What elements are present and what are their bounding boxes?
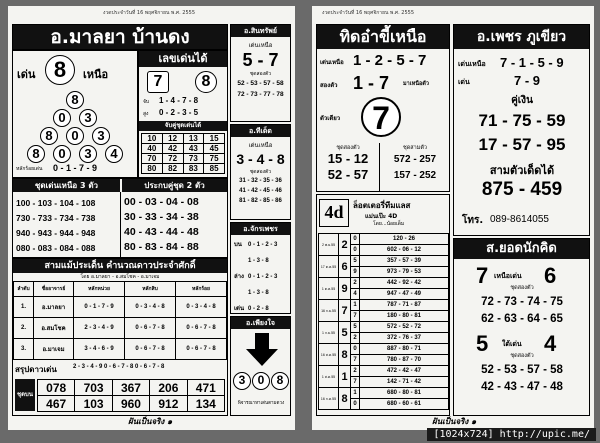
draw-digit: 2 bbox=[339, 234, 351, 256]
t4-b-big2: 4 bbox=[544, 331, 557, 356]
draw-date: 16 ส.ค.55 bbox=[319, 344, 339, 366]
table-cell: 0 - 3 - 4 - 8 bbox=[176, 297, 227, 318]
t1-col1-label: ชุดสองตัว bbox=[336, 145, 360, 151]
t1-col2-row: 572 - 257 bbox=[393, 154, 437, 165]
pyramid-ball: 3 bbox=[92, 127, 110, 145]
side2-title: อ.ทีเด็ด bbox=[231, 125, 290, 137]
t4-a-big1: 7 bbox=[476, 263, 489, 288]
watermark: [1024x724] http://upic.me/ bbox=[427, 428, 596, 441]
table-cell: อ.สมโชค bbox=[34, 318, 74, 339]
top3-row: 080 - 083 - 084 - 088 bbox=[16, 243, 96, 253]
lead-suffix: เหนือ bbox=[83, 68, 109, 81]
left-footer: ฝันเป็นจริง ๑ bbox=[128, 417, 173, 426]
t2-three: 875 - 459 bbox=[481, 179, 563, 200]
badge-4d: 4d bbox=[319, 199, 349, 227]
pair-cell: 83 bbox=[183, 164, 204, 174]
side2-label: เด่นเหนือ bbox=[248, 142, 273, 149]
draw-bottom-set: 973 - 79 - 53 bbox=[360, 267, 449, 278]
draw-date: 16 ก.ย.55 bbox=[319, 300, 339, 322]
top3-row: 730 - 733 - 734 - 738 bbox=[16, 213, 96, 223]
pyramid-ball: 0 bbox=[53, 109, 71, 127]
table-header: หลักร้อย bbox=[176, 282, 227, 297]
side3-value: 0 - 1 - 2 - 3 bbox=[248, 242, 278, 248]
t1-row1-label: เด่นเหนือ bbox=[320, 59, 344, 66]
lottery-by: โดย...น้อยเด็ม bbox=[373, 221, 405, 227]
hot-right-digit: 8 bbox=[195, 71, 217, 93]
tid-title: ทิดอ๋าขี้เหนือ bbox=[317, 25, 449, 49]
draw-digit: 8 bbox=[339, 344, 351, 366]
t4-a-big2: 6 bbox=[544, 263, 557, 288]
draw-bottom-digit: 0 bbox=[351, 245, 360, 256]
hot-row1: 1 - 4 - 7 - 8 bbox=[159, 96, 199, 105]
draw-bottom-set: 142 - 71 - 42 bbox=[360, 377, 449, 388]
side4-digit: 3 bbox=[233, 372, 251, 390]
yod-title: ส.ยอดนักคิด bbox=[454, 239, 589, 259]
pair-cell: 80 bbox=[142, 164, 163, 174]
top3-row: 100 - 103 - 104 - 108 bbox=[16, 198, 96, 208]
pair2-title: ประกบคู่ชุด 2 ตัว bbox=[122, 179, 227, 192]
draw-top-digit: 2 bbox=[351, 278, 360, 289]
draw-bottom-digit: 7 bbox=[351, 311, 360, 322]
pyramid-ball: 8 bbox=[40, 127, 58, 145]
side1-title: อ.สินทรัพย์ bbox=[231, 25, 290, 37]
draw-top-digit: 0 bbox=[351, 344, 360, 355]
pyramid-ball: 8 bbox=[66, 91, 84, 109]
draw-digit: 7 bbox=[339, 300, 351, 322]
side2-sub: ชุดสองตัว bbox=[249, 169, 272, 175]
table-cell: อ.มาเจม bbox=[34, 339, 74, 360]
draw-top-set: 357 - 57 - 39 bbox=[360, 256, 449, 267]
side4-title: อ.เพียงใจ bbox=[231, 317, 290, 329]
table-cell: 0 - 1 - 7 - 9 bbox=[74, 297, 125, 318]
side3-label: เด่น bbox=[234, 305, 245, 312]
pair-cell: 75 bbox=[204, 154, 225, 164]
table-cell: 2. bbox=[14, 318, 34, 339]
right-page-header: งวดประจำวันที่ 16 พฤศจิกายน พ.ศ. 2555 bbox=[322, 10, 415, 16]
t1-row1: 1 - 2 - 5 - 7 bbox=[353, 52, 427, 69]
petch-title: อ.เพชร ภูเขียว bbox=[454, 25, 589, 49]
pyramid-section bbox=[12, 50, 138, 178]
draw-bottom-digit: 7 bbox=[351, 377, 360, 388]
side3-value: 1 - 3 - 8 bbox=[248, 290, 269, 296]
pair-cell: 15 bbox=[204, 134, 225, 144]
pair-cell: 10 bbox=[142, 134, 163, 144]
pair-cell: 72 bbox=[162, 154, 183, 164]
final-cell: 367 bbox=[112, 380, 149, 396]
lottery-4d-table bbox=[318, 233, 449, 410]
t1-row2-suffix: มาเหนือตัว bbox=[403, 81, 429, 87]
t1-col2-label: ชุดสามตัว bbox=[402, 145, 428, 151]
table-sub: โดย อ.มาลยา - อ.สมโชค - อ.มาเจม bbox=[80, 274, 160, 280]
hot-numbers-section bbox=[138, 50, 228, 178]
t4-a-row: 72 - 73 - 74 - 75 bbox=[481, 296, 563, 308]
pair-title: จับคู่ชุดเด่นได้ bbox=[139, 121, 227, 131]
draw-top-set: 472 - 42 - 47 bbox=[360, 366, 449, 377]
table-cell: 3 - 4 - 6 - 9 bbox=[74, 339, 125, 360]
pair2-row: 40 - 43 - 44 - 48 bbox=[124, 226, 199, 238]
draw-top-digit: 1 bbox=[351, 300, 360, 311]
t2-pair-row: 17 - 57 - 95 bbox=[478, 135, 566, 154]
draw-date: 1 ต.ค.55 bbox=[319, 278, 339, 300]
pair-cell: 70 bbox=[142, 154, 163, 164]
draw-date: 1 ส.ค.55 bbox=[319, 366, 339, 388]
t4-b-big1: 5 bbox=[476, 331, 489, 356]
t2-pairs bbox=[454, 109, 590, 157]
left-title-banner: อ.มาลยา บ้านดง bbox=[12, 24, 228, 50]
lottery-4d-box bbox=[316, 194, 450, 416]
side3-value: 1 - 3 - 8 bbox=[248, 258, 269, 264]
table-header: หลักสิบ bbox=[125, 282, 176, 297]
side1-big: 5 - 7 bbox=[242, 50, 279, 70]
t1-col1-row: 15 - 12 bbox=[327, 151, 369, 166]
side1-sub: ชุดสองตัว bbox=[249, 71, 272, 77]
pair-cell: 12 bbox=[162, 134, 183, 144]
t4-a-sub: ชุดสองตัว bbox=[510, 285, 534, 291]
summary-label: สรุปดาวเด่น bbox=[15, 365, 57, 374]
t1-row2-label: สองตัว bbox=[320, 82, 338, 89]
pyramid-ball: 4 bbox=[105, 145, 123, 163]
t4-b-sub: ชุดสองตัว bbox=[510, 353, 534, 359]
pair-cell: 73 bbox=[183, 154, 204, 164]
pair-cell: 85 bbox=[204, 164, 225, 174]
lead-digit: 8 bbox=[45, 55, 75, 85]
table-header: ชื่ออาจารย์ bbox=[34, 282, 74, 297]
pair2-row: 30 - 33 - 34 - 38 bbox=[124, 211, 199, 223]
side2-row: 31 - 32 - 35 - 36 bbox=[239, 178, 282, 184]
draw-top-set: 120 - 26 bbox=[360, 234, 449, 245]
pyramid-ball: 0 bbox=[53, 145, 71, 163]
table-cell: 1. bbox=[14, 297, 34, 318]
final-cell: 960 bbox=[112, 396, 149, 412]
t4-a-mid: เหนือเด่น bbox=[494, 272, 522, 280]
side2-row: 41 - 42 - 45 - 46 bbox=[239, 188, 282, 194]
draw-digit: 1 bbox=[339, 366, 351, 388]
side2-row: 81 - 82 - 85 - 86 bbox=[239, 198, 282, 204]
draw-top-set: 680 - 80 - 81 bbox=[360, 388, 449, 399]
left-page-header: งวดประจำวันที่ 16 พฤศจิกายน พ.ศ. 2555 bbox=[103, 10, 196, 16]
draw-date: 1 ก.ย.55 bbox=[319, 322, 339, 344]
formula-table-section bbox=[12, 258, 228, 416]
draw-top-digit: 1 bbox=[351, 388, 360, 399]
t1-col1-row: 52 - 57 bbox=[327, 167, 369, 182]
final-cell: 206 bbox=[150, 380, 187, 396]
side3-title: อ.จักรเพชร bbox=[231, 223, 290, 235]
t4-a-rows bbox=[454, 294, 590, 328]
final-cell: 467 bbox=[38, 396, 75, 412]
pyramid-note: หลักร้อยเด่น bbox=[16, 166, 43, 172]
draw-top-set: 887 - 80 - 71 bbox=[360, 344, 449, 355]
draw-bottom-digit: 2 bbox=[351, 333, 360, 344]
side4-note: พิจารณาหาเด่นตามดวง bbox=[237, 401, 285, 406]
draw-top-set: 787 - 71 - 87 bbox=[360, 300, 449, 311]
t2-phone-label: โทร. bbox=[462, 215, 484, 226]
final-cell: 471 bbox=[187, 380, 224, 396]
t1-col2 bbox=[380, 152, 450, 184]
draw-bottom-digit: 4 bbox=[351, 289, 360, 300]
pair-grid bbox=[141, 133, 225, 174]
draw-bottom-digit: 7 bbox=[351, 355, 360, 366]
t2-row2-label: เด่น bbox=[458, 78, 470, 86]
side3-label: ล่าง bbox=[234, 273, 244, 280]
pyramid-ball: 3 bbox=[79, 109, 97, 127]
draw-bottom-set: 780 - 87 - 70 bbox=[360, 355, 449, 366]
summary-row: 2 - 3 - 4 - 9 0 - 6 - 7 - 8 0 - 6 - 7 - 8 bbox=[73, 364, 165, 370]
side3-list bbox=[231, 235, 290, 314]
draw-top-digit: 5 bbox=[351, 322, 360, 333]
left-page bbox=[8, 6, 295, 430]
draw-top-digit: 5 bbox=[351, 256, 360, 267]
t4-a-row: 62 - 63 - 64 - 65 bbox=[481, 313, 563, 325]
hot-row2-label: สูง bbox=[143, 111, 149, 117]
lead-label: เด่น bbox=[17, 68, 36, 81]
table-cell: 0 - 6 - 7 - 8 bbox=[176, 318, 227, 339]
draw-bottom-set: 602 - 06 - 12 bbox=[360, 245, 449, 256]
final-label: ชุดบน bbox=[15, 379, 35, 411]
pair2-list bbox=[124, 195, 199, 255]
table-cell: 0 - 6 - 7 - 8 bbox=[125, 318, 176, 339]
yod-box bbox=[453, 238, 590, 416]
side4-digit: 8 bbox=[271, 372, 289, 390]
t4-b-row: 42 - 43 - 47 - 48 bbox=[481, 381, 563, 393]
t2-pair-row: 71 - 75 - 59 bbox=[478, 111, 566, 130]
draw-date: 2 พ.ย.55 bbox=[319, 234, 339, 256]
table-cell: 0 - 6 - 7 - 8 bbox=[176, 339, 227, 360]
lottery-sub: แม่นเป๊ะ 4D bbox=[365, 213, 398, 220]
top3-row: 940 - 943 - 944 - 948 bbox=[16, 228, 96, 238]
hot-title: เลขเด่นได้ bbox=[139, 51, 227, 67]
t2-phone: 089-8614055 bbox=[490, 214, 549, 225]
side1-row: 52 - 53 - 57 - 58 bbox=[237, 80, 284, 87]
table-cell: อ.มาลยา bbox=[34, 297, 74, 318]
hot-row1-label: จับ bbox=[143, 99, 150, 105]
side1-label: เด่นเหนือ bbox=[248, 42, 273, 49]
table-title: สามแม้ประเด็น คำนวณดาวประจำศักดิ์ bbox=[13, 259, 227, 273]
pyramid-ball: 0 bbox=[66, 127, 84, 145]
t4-b-mid: ใต้เด่น bbox=[502, 340, 522, 348]
t1-row2: 1 - 7 bbox=[353, 73, 390, 93]
draw-digit: 5 bbox=[339, 322, 351, 344]
draw-digit: 9 bbox=[339, 278, 351, 300]
t2-row2: 7 - 9 bbox=[514, 73, 541, 88]
table-header: ลำดับ bbox=[14, 282, 34, 297]
right-footer: ฝันเป็นจริง ๑ bbox=[432, 417, 477, 426]
t4-b-rows bbox=[454, 362, 590, 396]
pair-cell: 42 bbox=[162, 144, 183, 154]
draw-bottom-digit: 0 bbox=[351, 399, 360, 410]
draw-top-set: 442 - 92 - 42 bbox=[360, 278, 449, 289]
side2-box bbox=[230, 124, 291, 220]
petch-box bbox=[453, 24, 590, 236]
right-page bbox=[312, 6, 594, 430]
table-cell: 2 - 3 - 4 - 9 bbox=[74, 318, 125, 339]
draw-bottom-set: 180 - 80 - 81 bbox=[360, 311, 449, 322]
pyramid-ball: 3 bbox=[79, 145, 97, 163]
side4-digit: 0 bbox=[252, 372, 270, 390]
side1-row: 72 - 73 - 77 - 78 bbox=[237, 91, 284, 98]
hot-row2: 0 - 2 - 3 - 5 bbox=[159, 108, 199, 117]
t1-col1 bbox=[317, 151, 379, 183]
pyramid-row: 0 - 1 - 7 - 9 bbox=[53, 163, 98, 173]
draw-digit: 6 bbox=[339, 256, 351, 278]
t2-three-title: สามตัวเด็ดได้ bbox=[489, 164, 555, 177]
pair-cell: 13 bbox=[183, 134, 204, 144]
final-cell: 134 bbox=[187, 396, 224, 412]
table-cell: 0 - 3 - 4 - 8 bbox=[125, 297, 176, 318]
t4-b-row: 52 - 53 - 57 - 58 bbox=[481, 364, 563, 376]
final-cell: 103 bbox=[75, 396, 112, 412]
tid-box bbox=[316, 24, 450, 192]
draw-bottom-set: 947 - 47 - 49 bbox=[360, 289, 449, 300]
draw-date: 17 ต.ค.55 bbox=[319, 256, 339, 278]
top3-list bbox=[16, 196, 95, 256]
table-cell: 0 - 6 - 7 - 8 bbox=[125, 339, 176, 360]
pair-cell: 82 bbox=[162, 164, 183, 174]
draw-bottom-set: 680 - 60 - 61 bbox=[360, 399, 449, 410]
draw-date: 16 ก.ค.55 bbox=[319, 388, 339, 410]
t2-pair-title: คู่เงิน bbox=[511, 95, 533, 106]
pair2-row: 80 - 83 - 84 - 88 bbox=[124, 241, 199, 253]
pair2-row: 00 - 03 - 04 - 08 bbox=[124, 196, 199, 208]
draw-bottom-set: 372 - 76 - 37 bbox=[360, 333, 449, 344]
final-cell: 078 bbox=[38, 380, 75, 396]
t2-row1: 7 - 1 - 5 - 9 bbox=[500, 55, 564, 70]
t1-single-label: ตัวเดียว bbox=[320, 115, 341, 122]
top3-title: ชุดเด่นเหนือ 3 ตัว bbox=[13, 179, 120, 192]
draw-top-set: 572 - 52 - 72 bbox=[360, 322, 449, 333]
side4-box bbox=[230, 316, 291, 416]
final-cell: 703 bbox=[75, 380, 112, 396]
draw-top-digit: 2 bbox=[351, 366, 360, 377]
sets-divider bbox=[120, 192, 121, 258]
formula-table bbox=[13, 281, 227, 360]
final-cell: 912 bbox=[150, 396, 187, 412]
side3-value: 0 - 2 - 8 bbox=[248, 306, 269, 312]
draw-digit: 8 bbox=[339, 388, 351, 410]
lottery-title: ล็อตเตอรี่ทีมแลส bbox=[353, 201, 411, 210]
side3-box bbox=[230, 222, 291, 314]
table-header: หลักหน่วย bbox=[74, 282, 125, 297]
side3-label: บน bbox=[234, 241, 242, 248]
table-cell: 3. bbox=[14, 339, 34, 360]
draw-bottom-digit: 9 bbox=[351, 267, 360, 278]
side3-value: 0 - 1 - 2 - 3 bbox=[248, 274, 278, 280]
pyramid-ball: 8 bbox=[27, 145, 45, 163]
side1-box bbox=[230, 24, 291, 122]
pair-cell: 45 bbox=[204, 144, 225, 154]
final-grid bbox=[37, 379, 225, 412]
pair-cell: 40 bbox=[142, 144, 163, 154]
sets-section bbox=[12, 178, 228, 258]
t1-single: 7 bbox=[361, 97, 401, 137]
down-arrow-icon bbox=[245, 333, 279, 367]
t2-row1-label: เด่นเหนือ bbox=[458, 60, 486, 68]
pair-cell: 43 bbox=[183, 144, 204, 154]
t1-col2-row: 157 - 252 bbox=[393, 170, 437, 181]
hot-left-digit: 7 bbox=[147, 71, 169, 93]
draw-top-digit: 0 bbox=[351, 234, 360, 245]
side2-big: 3 - 4 - 8 bbox=[236, 151, 285, 167]
